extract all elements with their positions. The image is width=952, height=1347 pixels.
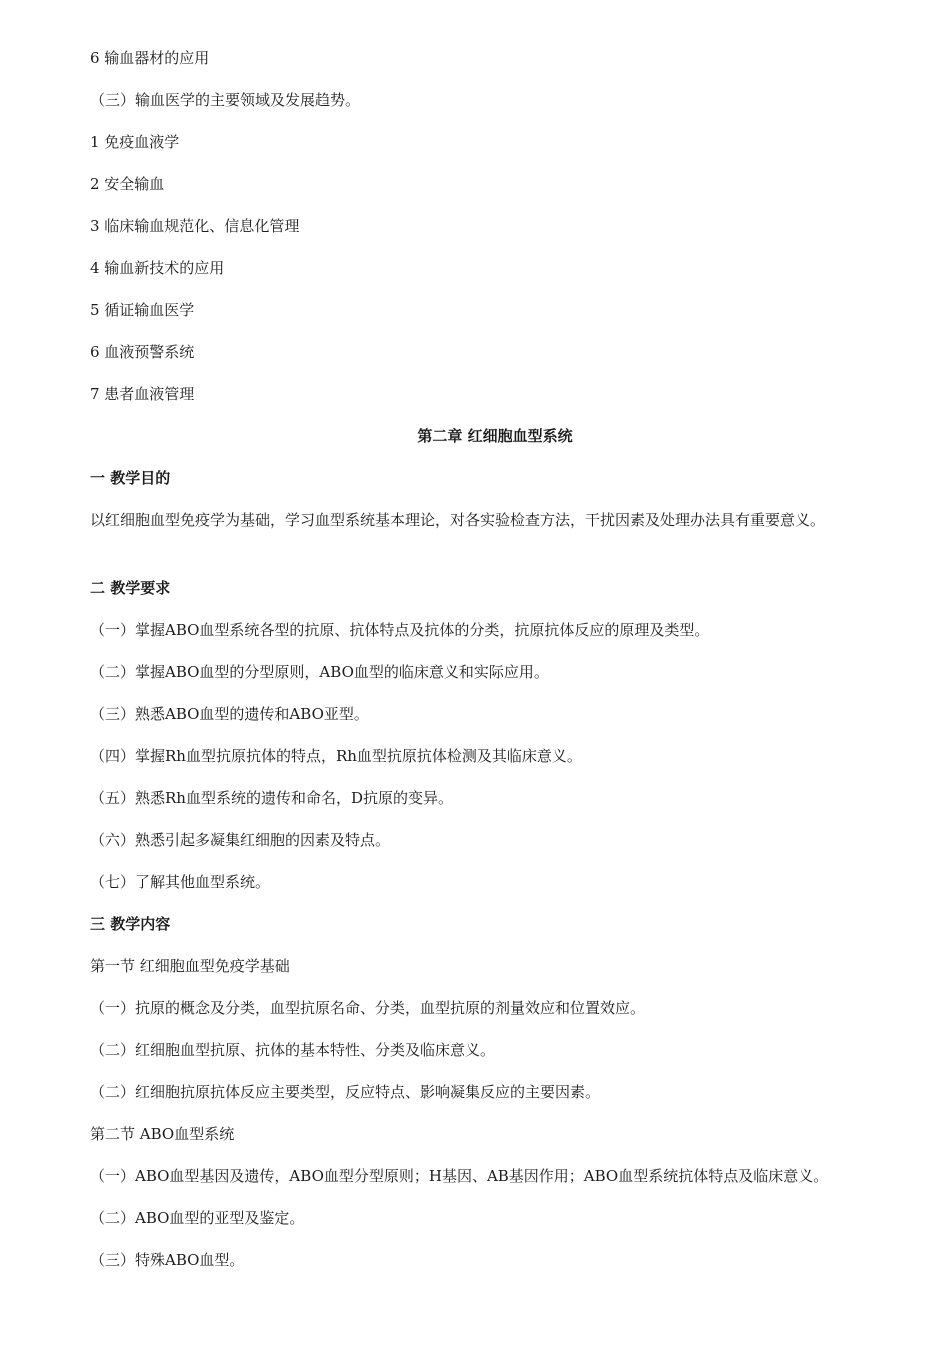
goal-paragraph: 以红细胞血型免疫学为基础，学习血型系统基本理论，对各实验检查方法，干扰因素及处理办法具有重要意义。	[90, 511, 826, 529]
content-item: （一）抗原的概念及分类，血型抗原名命、分类，血型抗原的剂量效应和位置效应。	[90, 999, 646, 1017]
list-item: 7 患者血液管理	[90, 385, 195, 403]
requirement-item: （七）了解其他血型系统。	[90, 873, 271, 891]
section-heading-goal: 一 教学目的	[90, 469, 171, 487]
subsection-title-abo: 第二节 ABO血型系统	[90, 1125, 235, 1143]
requirement-item: （一）掌握ABO血型系统各型的抗原、抗体特点及抗体的分类，抗原抗体反应的原理及类型。	[90, 621, 710, 639]
list-item: 6 血液预警系统	[90, 343, 195, 361]
subheading-main-fields: （三）输血医学的主要领域及发展趋势。	[90, 91, 361, 109]
list-item: 3 临床输血规范化、信息化管理	[90, 217, 300, 235]
list-item: 4 输血新技术的应用	[90, 259, 225, 277]
list-item: 5 循证输血医学	[90, 301, 195, 319]
list-item: 1 免疫血液学	[90, 133, 180, 151]
content-item: （三）特殊ABO血型。	[90, 1251, 245, 1269]
chapter-title: 第二章 红细胞血型系统	[417, 427, 573, 445]
content-item: （二）ABO血型的亚型及鉴定。	[90, 1209, 305, 1227]
requirement-item: （六）熟悉引起多凝集红细胞的因素及特点。	[90, 831, 391, 849]
content-item: （二）红细胞血型抗原、抗体的基本特性、分类及临床意义。	[90, 1041, 496, 1059]
requirement-item: （三）熟悉ABO血型的遗传和ABO亚型。	[90, 705, 369, 723]
list-item-equipment: 6 输血器材的应用	[90, 49, 210, 67]
subsection-title-immunology: 第一节 红细胞血型免疫学基础	[90, 957, 290, 975]
list-item: 2 安全输血	[90, 175, 165, 193]
section-heading-content: 三 教学内容	[90, 915, 171, 933]
requirement-item: （二）掌握ABO血型的分型原则，ABO血型的临床意义和实际应用。	[90, 663, 549, 681]
requirement-item: （五）熟悉Rh血型系统的遗传和命名，D抗原的变异。	[90, 789, 453, 807]
section-heading-requirements: 二 教学要求	[90, 579, 171, 597]
requirement-item: （四）掌握Rh血型抗原抗体的特点，Rh血型抗原抗体检测及其临床意义。	[90, 747, 582, 765]
content-item: （二）红细胞抗原抗体反应主要类型，反应特点、影响凝集反应的主要因素。	[90, 1083, 601, 1101]
content-item: （一）ABO血型基因及遗传，ABO血型分型原则；H基因、AB基因作用；ABO血型系统抗体特点及临床意义。	[90, 1167, 829, 1185]
